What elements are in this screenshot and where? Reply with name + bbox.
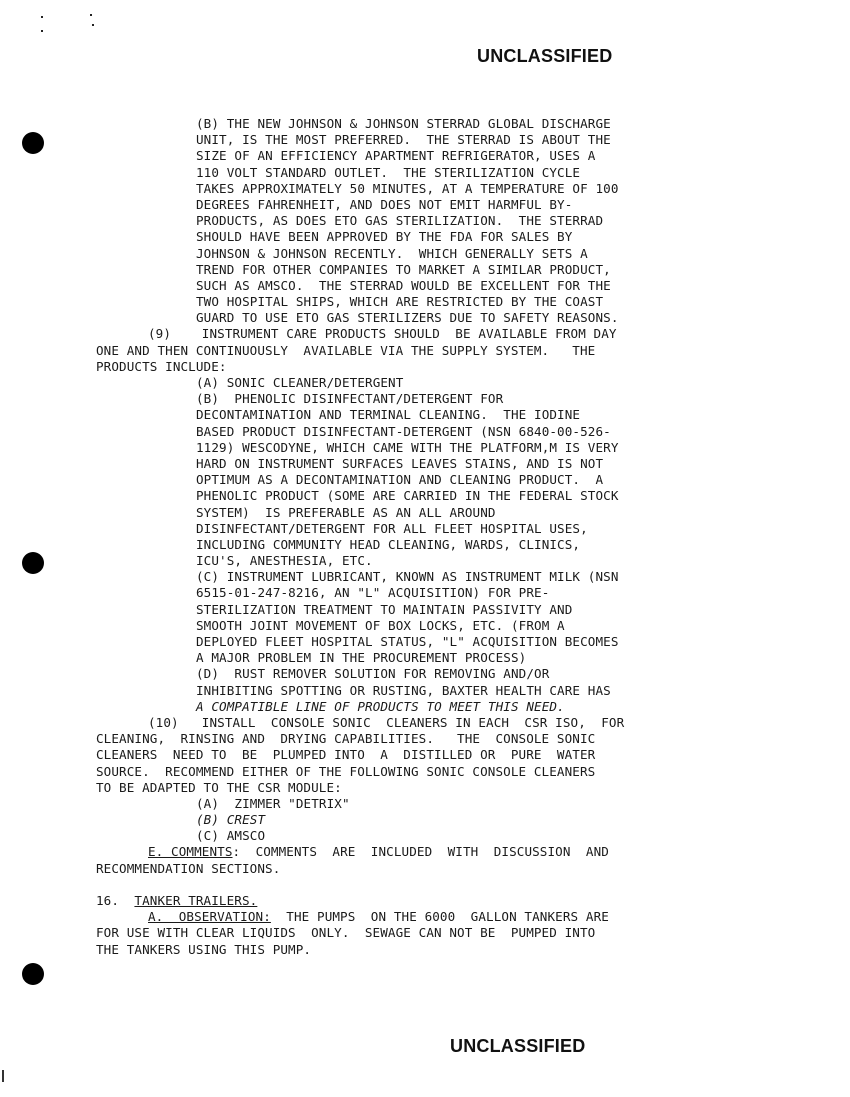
text-line: (C) INSTRUMENT LUBRICANT, KNOWN AS INSTRUMENT MILK (NSN [196,569,619,585]
scan-speck [41,30,43,32]
text-line: SIZE OF AN EFFICIENCY APARTMENT REFRIGERATOR, USES A [196,148,596,164]
text-line: TWO HOSPITAL SHIPS, WHICH ARE RESTRICTED BY THE COAST [196,294,604,310]
section-title: TANKER TRAILERS. [134,893,258,908]
text-line: ONE AND THEN CONTINUOUSLY AVAILABLE VIA THE SUPPLY SYSTEM. THE [96,342,596,358]
text-line: UNIT, IS THE MOST PREFERRED. THE STERRAD IS ABOUT THE [196,132,611,148]
text-line: SMOOTH JOINT MOVEMENT OF BOX LOCKS, ETC. (FROM A [196,617,565,633]
text-line: BASED PRODUCT DISINFECTANT-DETERGENT (NSN 6840-00-526- [196,423,611,439]
text-line: GUARD TO USE ETO GAS STERILIZERS DUE TO SAFETY REASONS. [196,310,619,326]
text-line: TREND FOR OTHER COMPANIES TO MARKET A SIMILAR PRODUCT, [196,261,611,277]
observation-text: THE PUMPS ON THE 6000 GALLON TANKERS ARE [270,909,609,925]
text-line: SHOULD HAVE BEEN APPROVED BY THE FDA FOR SALES BY [196,229,573,245]
text-line: (B) THE NEW JOHNSON & JOHNSON STERRAD GLOBAL DISCHARGE [196,116,611,131]
text-line: CLEANING, RINSING AND DRYING CAPABILITIES. THE CONSOLE SONIC [96,731,596,747]
text-line: PRODUCTS INCLUDE: [96,358,227,374]
text-line: 6515-01-247-8216, AN "L" ACQUISITION) FOR PRE- [196,585,550,601]
text-line: INCLUDING COMMUNITY HEAD CLEANING, WARDS, CLINICS, [196,536,581,552]
punch-hole-bottom [22,963,44,985]
document-body [96,116,746,958]
text-line: (9) INSTRUMENT CARE PRODUCTS SHOULD BE AVAILABLE FROM DAY [148,326,617,342]
text-line: 110 VOLT STANDARD OUTLET. THE STERILIZATION CYCLE [196,164,581,180]
text-line [96,844,746,860]
text-line: ICU'S, ANESTHESIA, ETC. [196,553,373,569]
text-line: PHENOLIC PRODUCT (SOME ARE CARRIED IN THE FEDERAL STOCK [196,488,619,504]
scan-speck [90,14,92,16]
text-line: SYSTEM) IS PREFERABLE AS AN ALL AROUND [196,504,496,520]
text-line: (A) ZIMMER "DETRIX" [196,795,350,811]
blank-line [96,877,746,893]
text-line: DEPLOYED FLEET HOSPITAL STATUS, "L" ACQUISITION BECOMES [196,634,619,649]
section-number: 16. [96,893,135,908]
section-e-comments [96,844,746,876]
text-line: A MAJOR PROBLEM IN THE PROCUREMENT PROCESS) [196,650,527,666]
text-line: STERILIZATION TREATMENT TO MAINTAIN PASSIVITY AND [196,601,573,617]
paragraph-10-console-sonic [96,715,746,845]
text-line: (D) RUST REMOVER SOLUTION FOR REMOVING AND/OR [196,666,550,682]
punch-hole-top [22,132,44,154]
comments-colon: : [232,844,241,860]
text-line: DECONTAMINATION AND TERMINAL CLEANING. THE IODINE [196,407,581,423]
text-line: (10) INSTALL CONSOLE SONIC CLEANERS IN EACH CSR ISO, FOR [148,714,625,730]
paragraph-b-sterrad [96,116,746,326]
text-line [96,893,746,909]
text-line: A COMPATIBLE LINE OF PRODUCTS TO MEET THIS NEED. [196,698,565,714]
text-line: (B) PHENOLIC DISINFECTANT/DETERGENT FOR [196,391,504,407]
punch-hole-middle [22,552,44,574]
paragraph-9-instrument-care [96,326,746,715]
text-line: (B) CREST [196,812,266,828]
text-line: FOR USE WITH CLEAR LIQUIDS ONLY. SEWAGE CAN NOT BE PUMPED INTO [96,925,596,941]
text-line: CLEANERS NEED TO BE PLUMPED INTO A DISTILLED OR PURE WATER [96,747,596,763]
section-16-tanker-trailers [96,893,746,958]
text-line [96,909,746,925]
text-line: THE TANKERS USING THIS PUMP. [96,941,312,957]
observation-heading: A. OBSERVATION: [148,909,271,925]
scan-edge-mark [2,1070,4,1082]
text-line: 1129) WESCODYNE, WHICH CAME WITH THE PLATFORM,M IS VERY [196,439,619,455]
scan-speck [92,24,94,26]
text-line: TO BE ADAPTED TO THE CSR MODULE: [96,779,342,795]
text-line: INHIBITING SPOTTING OR RUSTING, BAXTER HEALTH CARE HAS [196,682,611,698]
text-line: PRODUCTS, AS DOES ETO GAS STERILIZATION. THE STERRAD [196,213,604,229]
text-line: DEGREES FAHRENHEIT, AND DOES NOT EMIT HARMFUL BY- [196,196,573,212]
text-line: RECOMMENDATION SECTIONS. [96,860,281,876]
text-line: JOHNSON & JOHNSON RECENTLY. WHICH GENERALLY SETS A [196,245,588,261]
comments-text: COMMENTS ARE INCLUDED WITH DISCUSSION AND [240,844,609,860]
text-line: OPTIMUM AS A DECONTAMINATION AND CLEANING PRODUCT. A [196,472,604,488]
comments-heading: E. COMMENTS [148,844,233,860]
text-line: SOURCE. RECOMMEND EITHER OF THE FOLLOWING SONIC CONSOLE CLEANERS [96,763,596,779]
text-line: (A) SONIC CLEANER/DETERGENT [196,375,404,390]
text-line: DISINFECTANT/DETERGENT FOR ALL FLEET HOSPITAL USES, [196,520,588,536]
text-line: TAKES APPROXIMATELY 50 MINUTES, AT A TEMPERATURE OF 100 [196,180,619,196]
text-line: (C) AMSCO [196,828,266,844]
scan-speck [41,16,43,18]
classification-footer: UNCLASSIFIED [450,1036,586,1056]
classification-header: UNCLASSIFIED [477,46,613,66]
text-line: SUCH AS AMSCO. THE STERRAD WOULD BE EXCELLENT FOR THE [196,277,611,293]
text-line: HARD ON INSTRUMENT SURFACES LEAVES STAINS, AND IS NOT [196,455,604,471]
